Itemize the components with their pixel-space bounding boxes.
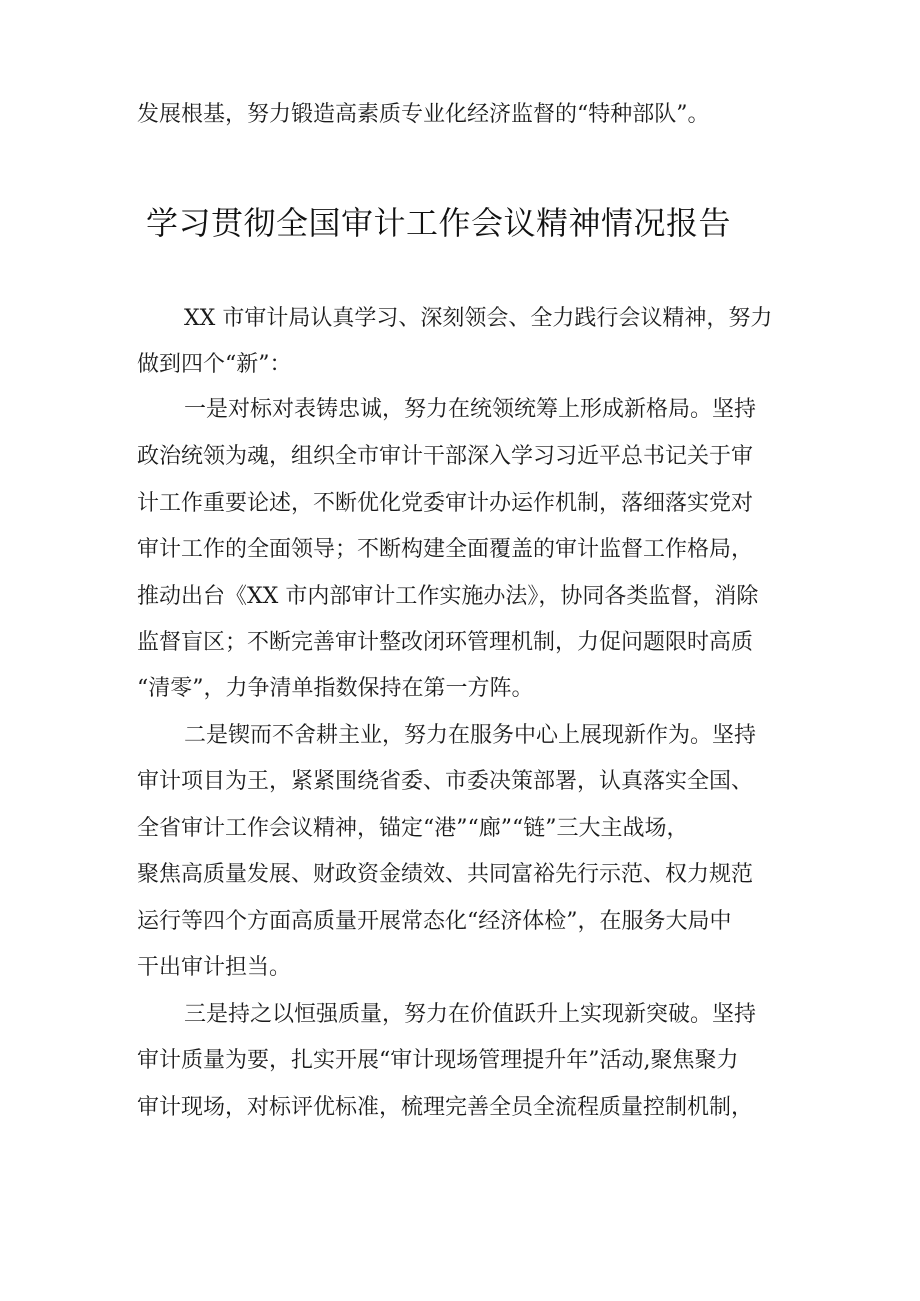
paragraph-line: 一是对标对表铸忠诚，努力在统领统筹上形成新格局。坚持 (184, 397, 757, 422)
paragraph-line: 计工作重要论述，不断优化党委审计办运作机制，落细落实党对 (137, 491, 754, 516)
paragraph-line: 全省审计工作会议精神，锚定“港”“廊”“链”三大主战场， (137, 816, 689, 841)
paragraph-line: “清零”，力争清单指数保持在第一方阵。 (137, 676, 534, 701)
paragraph-line: 监督盲区；不断完善审计整改闭环管理机制，力促问题限时高质 (137, 630, 754, 655)
paragraph-line: 聚焦高质量发展、财政资金绩效、共同富裕先行示范、权力规范 (137, 862, 754, 887)
paragraph-line: XX 市审计局认真学习、深刻领会、全力践行会议精神，努力 (184, 306, 773, 331)
paragraph-line: 二是锲而不舍耕主业，努力在服务中心上展现新作为。坚持 (184, 723, 757, 748)
paragraph-line: 审计质量为要，扎实开展“审计现场管理提升年”活动,聚焦聚力 (137, 1048, 739, 1073)
document-title: 学习贯彻全国审计工作会议精神情况报告 (146, 204, 732, 242)
paragraph-line: 审计现场，对标评优标准，梳理完善全员全流程质量控制机制， (137, 1095, 754, 1120)
paragraph-line: 运行等四个方面高质量开展常态化“经济体检”，在服务大局中 (137, 909, 732, 934)
paragraph-line: 审计项目为王，紧紧围绕省委、市委决策部署，认真落实全国、 (137, 769, 754, 794)
paragraph-line: 政治统领为魂，组织全市审计干部深入学习习近平总书记关于审 (137, 444, 754, 469)
paragraph-line: 审计工作的全面领导；不断构建全面覆盖的审计监督工作格局， (137, 537, 754, 562)
paragraph-line: 做到四个“新”： (137, 352, 292, 377)
paragraph-line: 推动出台《XX 市内部审计工作实施办法》，协同各类监督，消除 (137, 584, 759, 609)
continued-text-line: 发展根基，努力锻造高素质专业化经济监督的“特种部队”。 (137, 102, 710, 127)
paragraph-line: 干出审计担当。 (137, 955, 292, 980)
paragraph-line: 三是持之以恒强质量，努力在价值跃升上实现新突破。坚持 (184, 1002, 757, 1027)
